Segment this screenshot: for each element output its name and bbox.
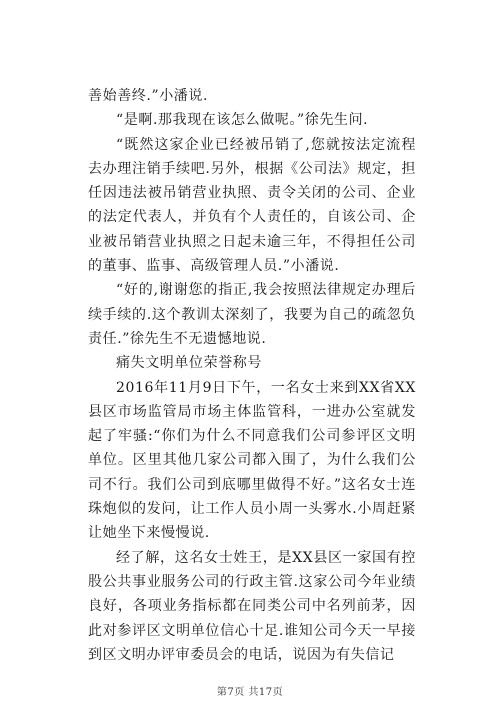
paragraph-response: “好的,谢谢您的指正,我会按照法律规定办理后续手续的.这个教训太深刻了，我要为自己的疏忽负责任.”徐先生不无遗憾地说. (88, 282, 416, 347)
paragraph-continuation: 善始善终.”小潘说. (88, 88, 209, 104)
document-body (88, 84, 416, 667)
page-footer: 第7页 共17页 (216, 687, 284, 698)
paragraph-case-intro: 2016年11月9日下午，一名女士来到XX省XX县区市场监管局市场主体监管科，一进办公室就发起了牢骚:“你们为什么不同意我们公司参评区文明单位。区里其他几家公司都入围了，为什么我们公司不行。我们公司到底哪里做得不好。”这名女士连珠炮似的发问，让工作人员小周一头雾水.小周赶紧让她坐下来慢慢说. (88, 379, 416, 542)
paragraph-legal-advice: “既然这家企业已经被吊销了,您就按法定流程去办理注销手续吧.另外，根据《公司法》规定，担任因违法被吊销营业执照、责令关闭的公司、企业的法定代表人，并负有个人责任的，自该公司、企业被吊销营业执照之日起未逾三年，不得担任公司的董事、监事、高级管理人员.”小潘说. (88, 136, 416, 275)
section-heading: 痛失文明单位荣誉称号 (116, 355, 262, 372)
paragraph-question: “是啊.那我现在该怎么做呢。”徐先生问. (116, 112, 369, 129)
paragraph-case-detail: 经了解，这名女士姓王，是XX县区一家国有控股公共事业服务公司的行政主管.这家公司今年业绩良好，各项业务指标都在同类公司中名列前茅，因此对参评区文明单位信心十足.谁知公司今天一早接到区文明办评审委员会的电话，说因为有失信记 (88, 549, 416, 663)
